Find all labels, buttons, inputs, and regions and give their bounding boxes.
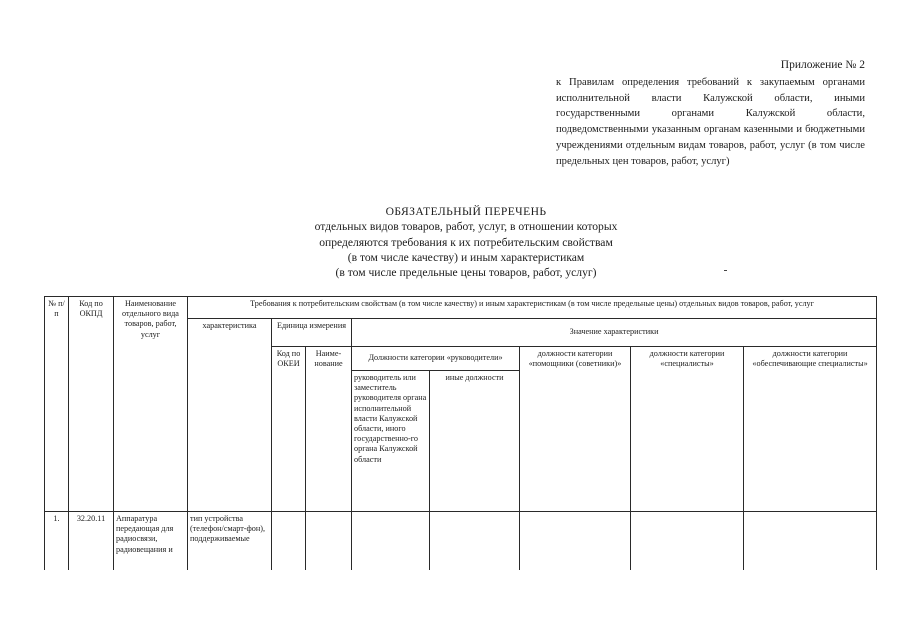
header-unit: Единица измерения (272, 319, 352, 347)
heading-line: определяются требования к их потребительским свойствам (319, 235, 613, 249)
appendix-block (556, 58, 865, 170)
document-title: ОБЯЗАТЕЛЬНЫЙ ПЕРЕЧЕНЬ (385, 205, 547, 218)
heading-line: (в том числе предельные цены товаров, работ, услуг) (335, 266, 597, 280)
header-okpd: Код по ОКПД (69, 297, 114, 512)
header-head-deputy: руководитель или заместитель руководителя органа исполнительной власти Калужской области, иного государственно-го органа Калужской области (352, 371, 430, 512)
row-head-deputy (352, 512, 430, 571)
header-value: Значение характеристики (352, 319, 877, 347)
header-category-assistants: должности категории «помощники (советники)» (520, 347, 631, 512)
row-specialists (631, 512, 744, 571)
header-other-positions: иные должности (430, 371, 520, 512)
header-requirements: Требования к потребительским свойствам (в том числе качеству) и иным характеристикам (в том числе предельные цены) отдельных видов товаров, работ, услуг (188, 297, 877, 319)
table-row (45, 512, 877, 571)
stray-mark (724, 270, 727, 271)
row-okpd: 32.20.11 (69, 512, 114, 571)
header-category-specialists: должности категории «специалисты» (631, 347, 744, 512)
heading-line: отдельных видов товаров, работ, услуг, в отношении которых (314, 220, 618, 234)
document-heading (266, 204, 666, 280)
row-okei (272, 512, 306, 571)
row-unit-name (306, 512, 352, 571)
header-unit-name: Наиме-нование (306, 347, 352, 512)
header-okei: Код по ОКЕИ (272, 347, 306, 512)
header-category-support: должности категории «обеспечивающие специалисты» (744, 347, 877, 512)
row-num: 1. (45, 512, 69, 571)
row-item-name: Аппаратура передающая для радиосвязи, радиовещания и (114, 512, 188, 571)
row-other-positions (430, 512, 520, 571)
row-characteristic: тип устройства (телефон/смарт-фон), поддерживаемые (188, 512, 272, 571)
header-num: № п/п (45, 297, 69, 512)
heading-line: (в том числе качеству) и иным характеристикам (347, 250, 585, 264)
requirements-table (44, 296, 877, 570)
appendix-text: к Правилам определения требований к закупаемым органами исполнительной власти Калужской области, иными государственными органами Калужской области, подведомственными указанным органам казенными и бюджетными учреждениями отдельным видам товаров, работ, услуг (в том числе предельных цен товаров, работ, услуг) (556, 76, 865, 167)
appendix-number: Приложение № 2 (780, 59, 865, 71)
row-assistants (520, 512, 631, 571)
header-category-heads: Должности категории «руководители» (352, 347, 520, 371)
row-support (744, 512, 877, 571)
header-item-name: Наименование отдельного вида товаров, работ, услуг (114, 297, 188, 512)
header-characteristic: характеристика (188, 319, 272, 512)
